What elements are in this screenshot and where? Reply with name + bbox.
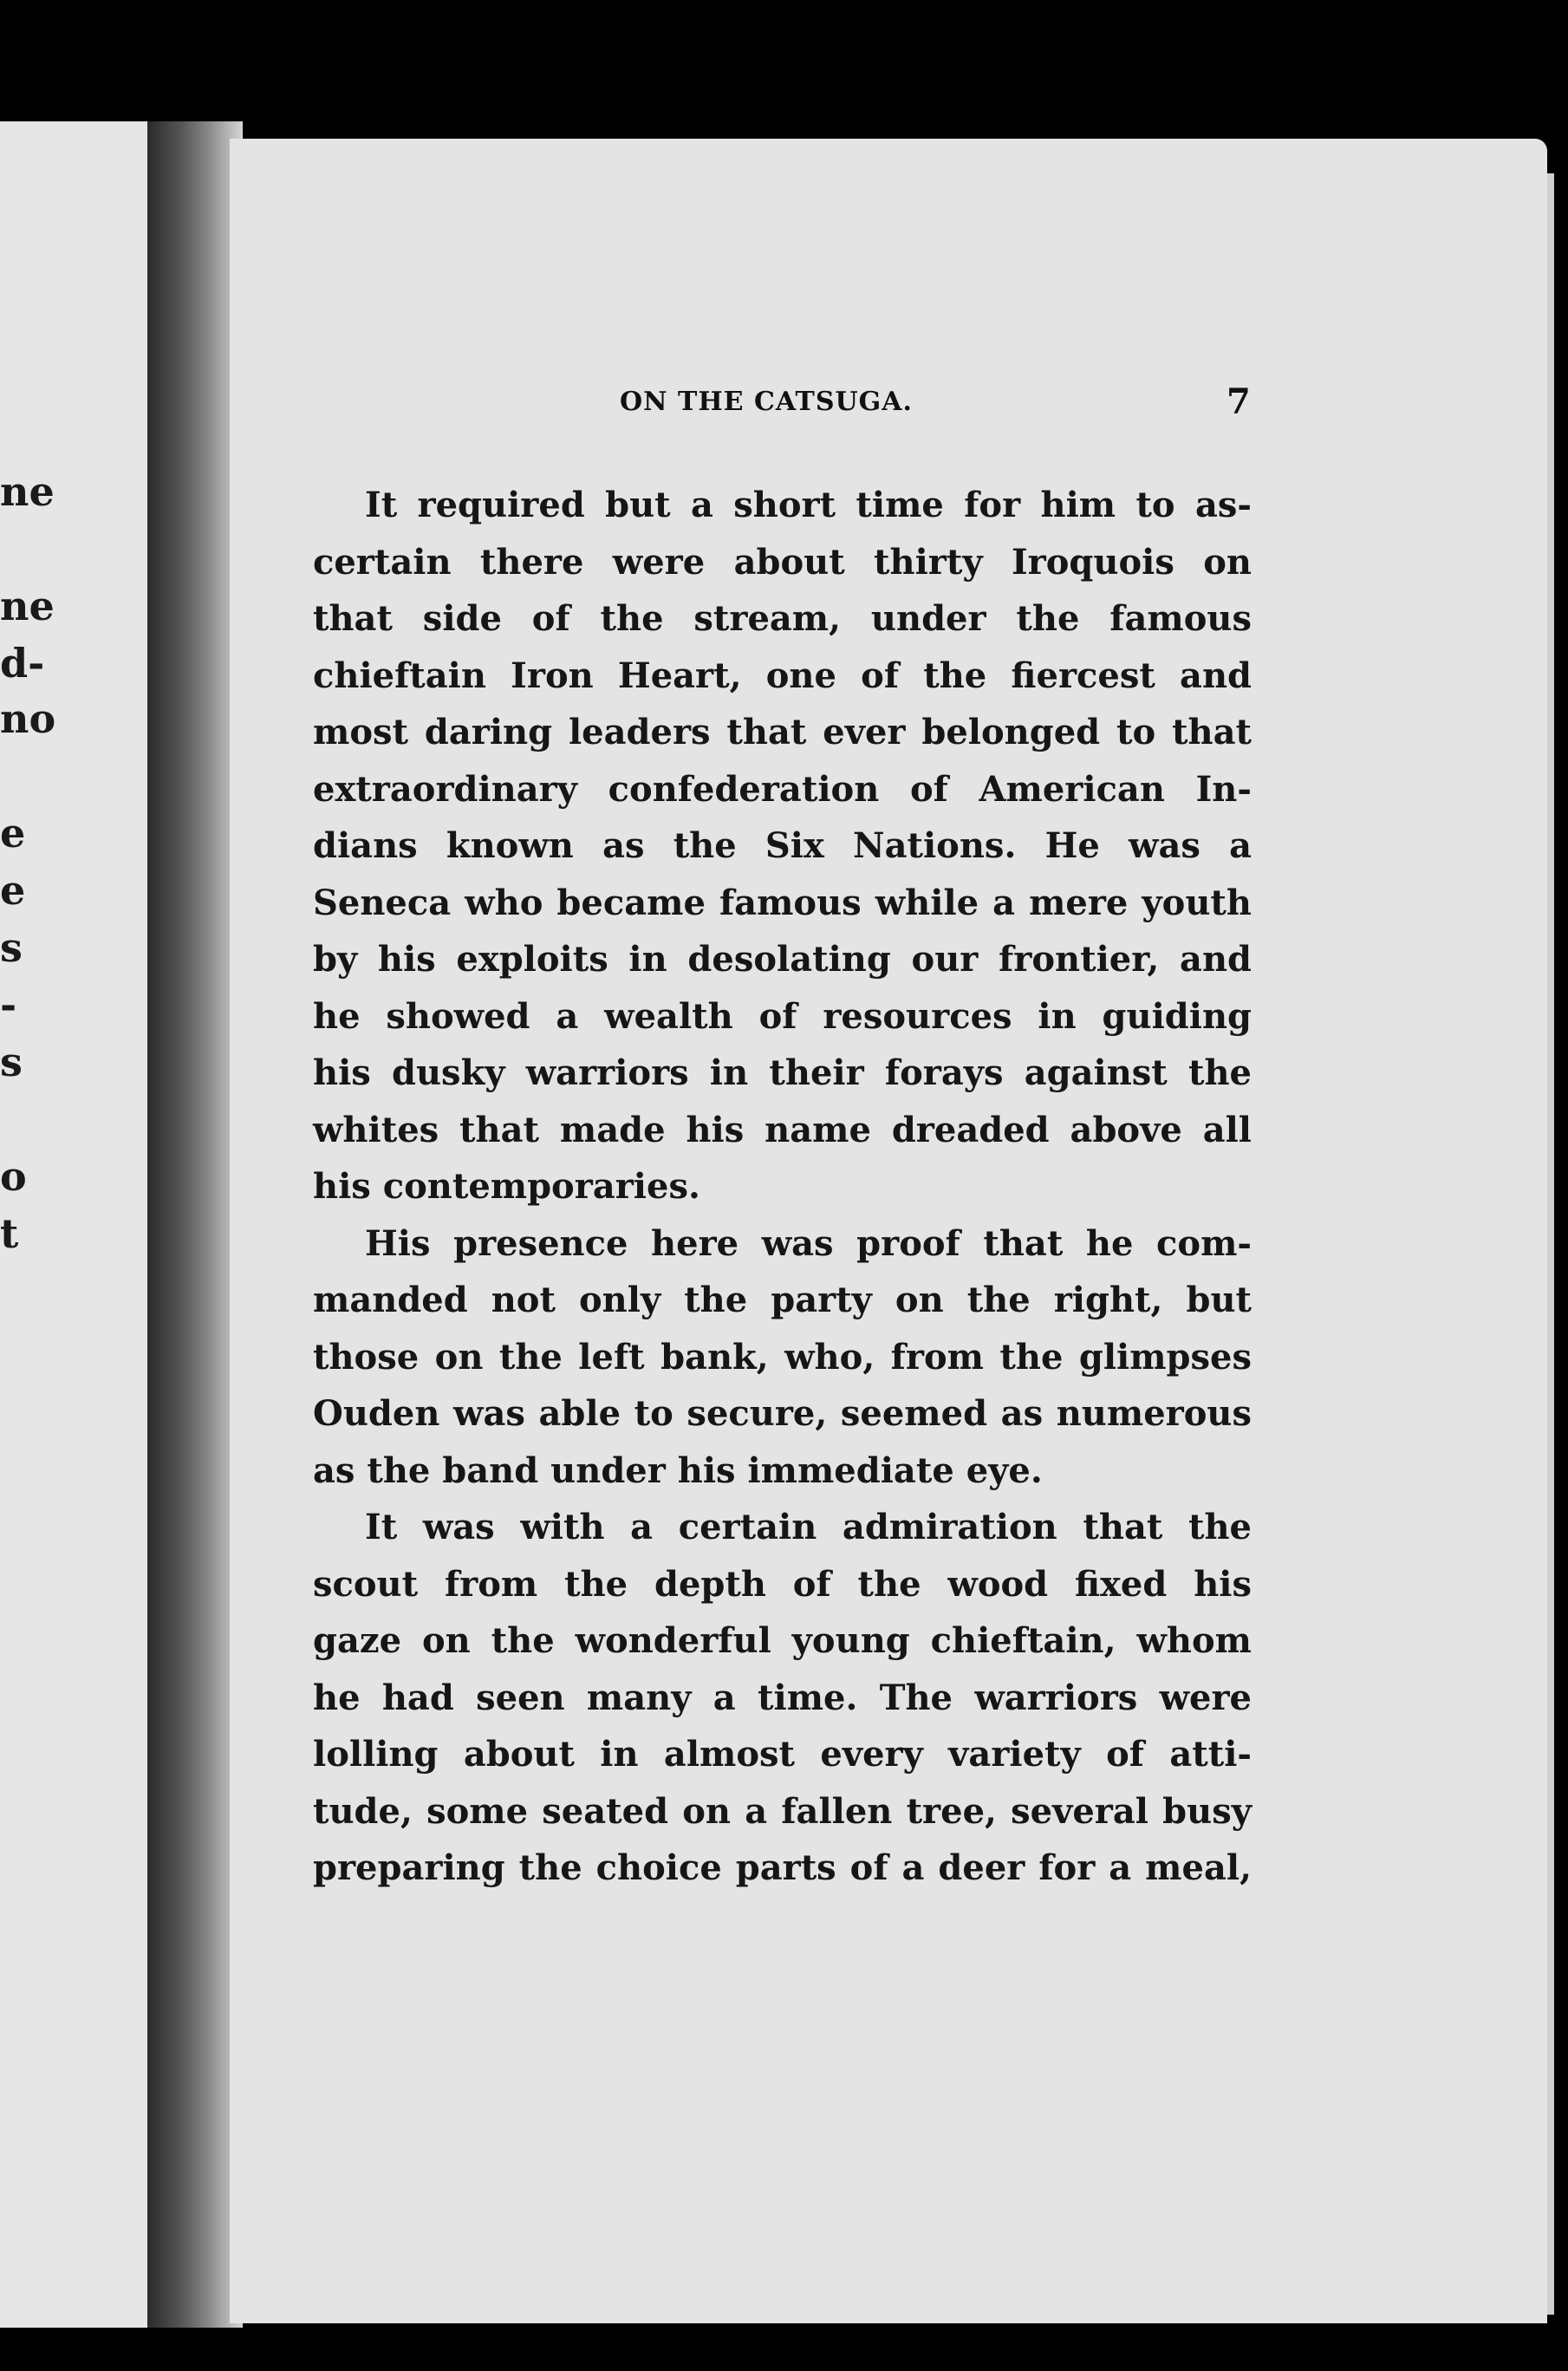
text-line: chieftain Iron Heart, one of the fiercest and [313, 655, 1252, 696]
facing-page-text: - [0, 981, 17, 1028]
facing-page-text: o [0, 1153, 27, 1200]
text-line: his dusky warriors in their forays against the [313, 1052, 1252, 1093]
facing-page-text: e [0, 810, 26, 857]
text-line: preparing the choice parts of a deer for a meal, [313, 1847, 1252, 1888]
book-gutter-shadow [147, 121, 243, 2328]
facing-page-text: d- [0, 640, 45, 687]
facing-page-text: no [0, 695, 56, 742]
text-line: he showed a wealth of resources in guiding [313, 995, 1252, 1037]
text-line: Seneca who became famous while a mere youth [313, 882, 1252, 923]
facing-page-text: e [0, 867, 26, 914]
running-head: ON THE CATSUGA. [620, 387, 913, 417]
text-line: his contemporaries. [313, 1166, 700, 1207]
text-line: dians known as the Six Nations. He was a [313, 825, 1252, 866]
text-line: His presence here was proof that he com- [365, 1222, 1252, 1264]
facing-page-text: ne [0, 583, 55, 629]
text-line: gaze on the wonderful young chieftain, whom [313, 1620, 1252, 1661]
text-line: certain there were about thirty Iroquois on [313, 541, 1252, 583]
text-line: by his exploits in desolating our frontier, and [313, 939, 1252, 980]
body-text [313, 477, 1252, 1897]
text-line: that side of the stream, under the famous [313, 598, 1252, 639]
text-line: manded not only the party on the right, but [313, 1280, 1252, 1320]
facing-page-text: s [0, 1039, 23, 1085]
text-line: he had seen many a time. The warriors were [313, 1677, 1252, 1718]
text-line: scout from the depth of the wood fixed his [313, 1563, 1252, 1605]
book-page [230, 139, 1547, 2323]
text-line: most daring leaders that ever belonged to that [313, 712, 1252, 752]
page-header [230, 381, 1547, 439]
text-line: It was with a certain admiration that the [365, 1507, 1252, 1547]
page-edge [1547, 173, 1554, 2315]
text-line: as the band under his immediate eye. [313, 1449, 1043, 1491]
text-line: extraordinary confederation of American In- [313, 768, 1252, 810]
text-line: lolling about in almost every variety of atti- [313, 1734, 1252, 1775]
facing-page-text: s [0, 924, 23, 971]
page-number: 7 [1226, 381, 1251, 422]
text-line: It required but a short time for him to as- [365, 485, 1252, 525]
text-line: Ouden was able to secure, seemed as numerous [313, 1393, 1252, 1434]
facing-page-text: t [0, 1210, 19, 1257]
text-line: tude, some seated on a fallen tree, several busy [313, 1790, 1252, 1832]
facing-page-text: ne [0, 468, 55, 515]
text-line: those on the left bank, who, from the glimpses [313, 1336, 1252, 1378]
text-line: whites that made his name dreaded above all [313, 1109, 1252, 1150]
